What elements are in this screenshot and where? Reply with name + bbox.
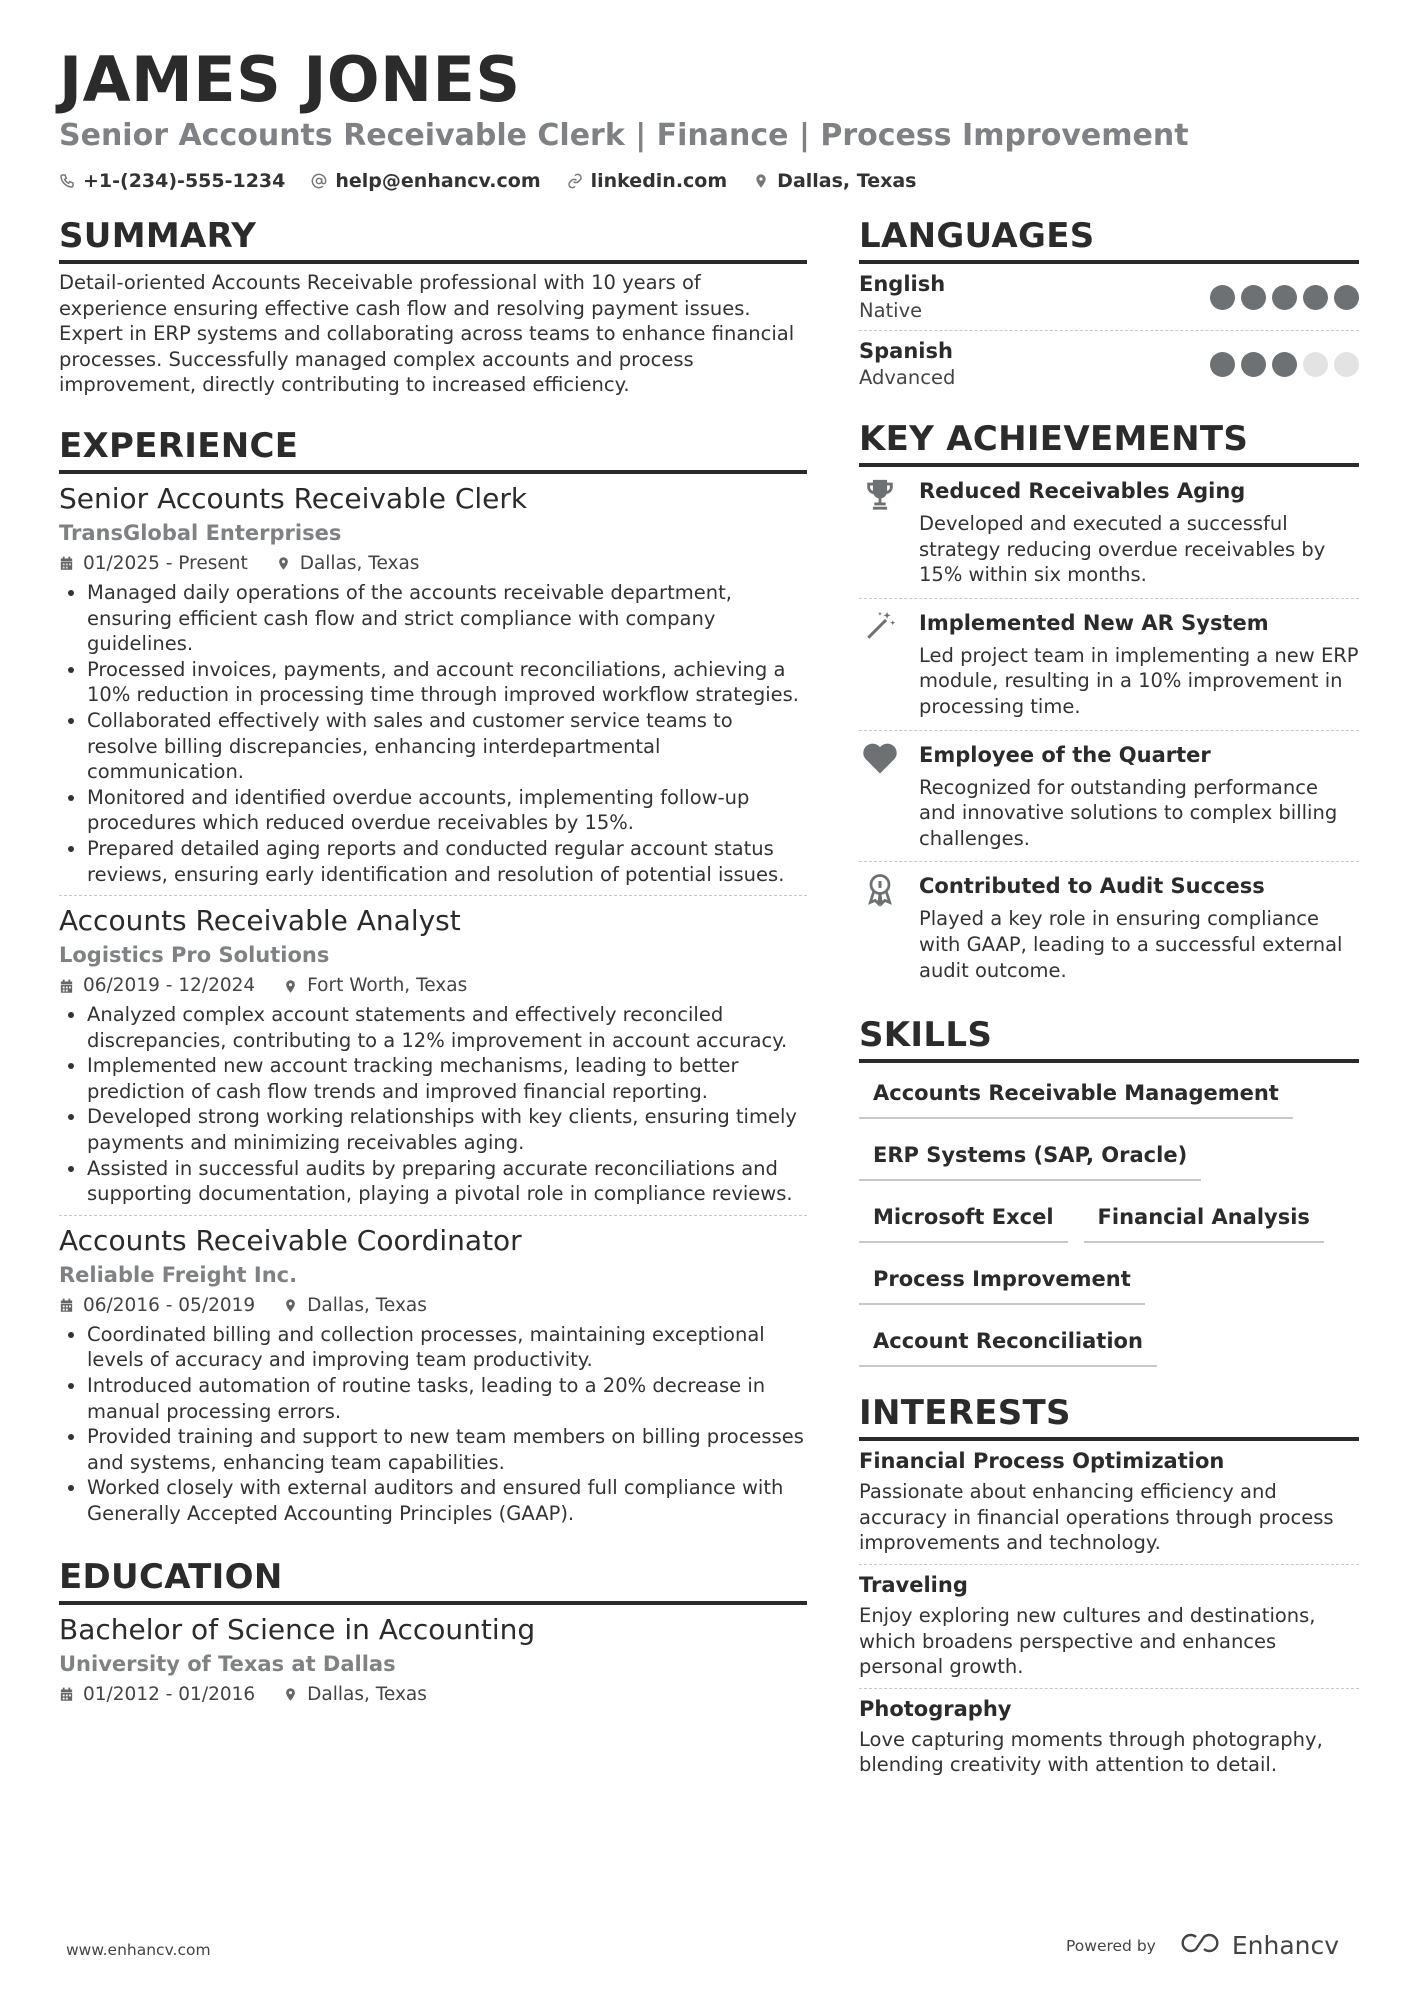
job-location-text: Dallas, Texas: [299, 552, 420, 574]
left-column: [59, 214, 807, 1717]
powered-by-text: Powered by: [1066, 1936, 1156, 1955]
experience-entry: [59, 474, 807, 896]
calendar-icon: [59, 979, 74, 994]
map-pin-icon: [276, 556, 291, 571]
link-icon: [567, 173, 583, 189]
list-item: • Analyzed complex account statements and effectively reconciled discrepancies, contributing to a 12% improvement in account accuracy.: [87, 1002, 807, 1053]
section-title-achievements: KEY ACHIEVEMENTS: [859, 417, 1359, 467]
footer-website[interactable]: www.enhancv.com: [66, 1941, 211, 1959]
candidate-name: JAMES JONES: [59, 43, 521, 116]
at-sign-icon: [311, 173, 327, 189]
job-dates: [59, 972, 255, 1000]
rating-dot-filled: [1241, 285, 1266, 310]
brand-name: Enhancv: [1231, 1931, 1340, 1960]
achievement-item: [859, 467, 1359, 599]
skill-tag: Microsoft Excel: [859, 1203, 1068, 1243]
job-meta: [59, 550, 807, 578]
list-item: • Worked closely with external auditors and ensured full compliance with Generally Accepted Accounting Principles (GAAP).: [87, 1475, 807, 1526]
headline: Senior Accounts Receivable Clerk | Finance | Process Improvement: [59, 118, 1189, 153]
list-item: • Prepared detailed aging reports and conducted regular account status reviews, ensuring early identification and resolution of potential issues.: [87, 836, 807, 887]
list-item: • Processed invoices, payments, and account reconciliations, achieving a 10% reduction in processing time through improved workflow strategies.: [87, 657, 807, 708]
job-location: [283, 1292, 427, 1320]
contact-phone[interactable]: [59, 168, 285, 194]
skill-tag: Account Reconciliation: [859, 1327, 1157, 1367]
section-title-skills: SKILLS: [859, 1013, 1359, 1063]
rating-dot-empty: [1303, 352, 1328, 377]
rating-dot-filled: [1303, 285, 1328, 310]
list-item: • Introduced automation of routine tasks, leading to a 20% decrease in manual processing errors.: [87, 1373, 807, 1424]
contact-bar: [59, 168, 916, 194]
experience-entry: [59, 1216, 807, 1535]
language-level: Advanced: [859, 366, 956, 389]
company-name: Reliable Freight Inc.: [59, 1262, 298, 1287]
achievement-desc: Played a key role in ensuring compliance with GAAP, leading to a successful external audit outcome.: [919, 907, 1343, 982]
award-ribbon-icon: [859, 872, 901, 983]
rating-dot-filled: [1272, 352, 1297, 377]
language-rating: [1210, 285, 1359, 310]
rating-dot-filled: [1241, 352, 1266, 377]
list-item: • Developed strong working relationships with key clients, ensuring timely payments and minimizing receivables aging.: [87, 1104, 807, 1155]
job-meta: [59, 1292, 807, 1320]
job-location-text: Dallas, Texas: [307, 1294, 427, 1316]
education-section: [59, 1555, 807, 1717]
interest-title: Financial Process Optimization: [859, 1449, 1225, 1474]
skills-list: [859, 1079, 1339, 1367]
linkedin-text: linkedin.com: [590, 170, 728, 192]
section-title-education: EDUCATION: [59, 1555, 807, 1605]
language-item: [859, 331, 1359, 397]
job-dates-text: 06/2019 - 12/2024: [83, 975, 256, 997]
brand-logo[interactable]: [1178, 1931, 1339, 1960]
achievement-title: Employee of the Quarter: [919, 742, 1211, 767]
education-entry: [59, 1605, 807, 1717]
job-location: [283, 972, 467, 1000]
interest-title: Traveling: [859, 1572, 968, 1597]
job-meta: [59, 972, 807, 1000]
skill-tag: Process Improvement: [859, 1265, 1145, 1305]
list-item: • Collaborated effectively with sales and customer service teams to resolve billing discrepancies, enhancing interdepartmental communication.: [87, 708, 807, 785]
list-item: • Monitored and identified overdue accounts, implementing follow-up procedures which reduced overdue receivables by 15%.: [87, 785, 807, 836]
school-name: University of Texas at Dallas: [59, 1651, 396, 1676]
education-location: [283, 1681, 427, 1709]
contact-linkedin[interactable]: [567, 168, 728, 194]
right-column: [859, 214, 1359, 1786]
interest-item: [859, 1689, 1359, 1786]
language-name: English: [859, 272, 946, 296]
experience-section: [59, 424, 807, 1535]
achievement-item: [859, 599, 1359, 731]
list-item: • Managed daily operations of the accounts receivable department, ensuring efficient cash flow and strict compliance with company guidelines.: [87, 580, 807, 657]
rating-dot-filled: [1272, 285, 1297, 310]
job-bullets: [59, 1002, 807, 1207]
education-meta: [59, 1681, 807, 1709]
phone-text: +1-(234)-555-1234: [83, 170, 286, 192]
skill-tag: Accounts Receivable Management: [859, 1079, 1293, 1119]
achievement-item: [859, 731, 1359, 863]
calendar-icon: [59, 1298, 74, 1313]
language-level: Native: [859, 299, 923, 322]
job-bullets: [59, 1322, 807, 1527]
education-location-text: Dallas, Texas: [307, 1683, 427, 1705]
interest-title: Photography: [859, 1696, 1012, 1721]
map-pin-icon: [753, 173, 769, 189]
contact-location: [753, 168, 916, 194]
interest-desc: Passionate about enhancing efficiency and accuracy in financial operations through process improvements and technology.: [859, 1480, 1334, 1555]
section-title-experience: EXPERIENCE: [59, 424, 807, 474]
education-dates: [59, 1681, 255, 1709]
job-location: [276, 550, 420, 578]
job-dates-text: 06/2016 - 05/2019: [83, 1294, 256, 1316]
rating-dot-filled: [1210, 352, 1235, 377]
section-title-languages: LANGUAGES: [859, 214, 1359, 264]
job-title: Accounts Receivable Analyst: [59, 904, 461, 938]
map-pin-icon: [283, 1687, 298, 1702]
skills-section: [859, 1013, 1359, 1367]
interest-desc: Enjoy exploring new cultures and destinations, which broadens perspective and enhances personal growth.: [859, 1603, 1316, 1679]
location-text: Dallas, Texas: [777, 170, 917, 192]
company-name: TransGlobal Enterprises: [59, 520, 342, 545]
calendar-icon: [59, 556, 74, 571]
email-text: help@enhancv.com: [335, 170, 541, 192]
job-bullets: [59, 580, 807, 887]
job-dates-text: 01/2025 - Present: [83, 552, 248, 574]
job-dates: [59, 550, 248, 578]
summary-section: [59, 214, 807, 398]
achievement-title: Contributed to Audit Success: [919, 874, 1265, 899]
achievement-item: [859, 862, 1359, 993]
company-name: Logistics Pro Solutions: [59, 943, 330, 968]
map-pin-icon: [283, 979, 298, 994]
list-item: • Provided training and support to new team members on billing processes and systems, enhancing team capabilities.: [87, 1424, 807, 1475]
achievement-desc: Recognized for outstanding performance and innovative solutions to complex billing challenges.: [919, 775, 1338, 850]
phone-icon: [59, 173, 75, 189]
trophy-icon: [859, 477, 901, 588]
footer-branding: [1066, 1931, 1339, 1960]
contact-email[interactable]: [311, 168, 540, 194]
skill-tag: ERP Systems (SAP, Oracle): [859, 1141, 1201, 1181]
language-item: [859, 264, 1359, 331]
map-pin-icon: [283, 1298, 298, 1313]
job-title: Senior Accounts Receivable Clerk: [59, 481, 528, 515]
heart-icon: [859, 741, 901, 852]
education-dates-text: 01/2012 - 01/2016: [83, 1683, 256, 1705]
summary-text: Detail-oriented Accounts Receivable professional with 10 years of experience ensuring effective cash flow and resolving payment issues. Expert in ERP systems and collaborating across teams to enhance financial processes. Successfully managed complex accounts and process improvement, directly contributing to increased efficiency.: [59, 271, 795, 397]
achievements-section: [859, 417, 1359, 993]
list-item: • Coordinated billing and collection processes, maintaining exceptional levels of accuracy and improving team productivity.: [87, 1322, 807, 1373]
degree-title: Bachelor of Science in Accounting: [59, 1612, 536, 1646]
list-item: • Assisted in successful audits by preparing accurate reconciliations and supporting documentation, playing a pivotal role in compliance reviews.: [87, 1156, 807, 1207]
interest-desc: Love capturing moments through photography, blending creativity with attention to detail.: [859, 1727, 1323, 1777]
language-name: Spanish: [859, 339, 953, 363]
achievement-title: Implemented New AR System: [919, 610, 1269, 635]
interests-section: [859, 1391, 1359, 1786]
job-dates: [59, 1292, 255, 1320]
rating-dot-empty: [1334, 352, 1359, 377]
job-location-text: Fort Worth, Texas: [307, 975, 468, 997]
achievement-desc: Developed and executed a successful strategy reducing overdue receivables by 15% within six months.: [919, 512, 1326, 587]
achievement-title: Reduced Receivables Aging: [919, 479, 1246, 503]
section-title-summary: SUMMARY: [59, 214, 807, 264]
section-title-interests: INTERESTS: [859, 1391, 1359, 1441]
enhancv-logo-icon: [1178, 1931, 1222, 1960]
magic-wand-icon: [859, 609, 901, 720]
list-item: • Implemented new account tracking mechanisms, leading to better prediction of cash flow trends and improved financial reporting.: [87, 1053, 807, 1104]
interest-item: [859, 1441, 1359, 1565]
achievement-desc: Led project team in implementing a new ERP module, resulting in a 10% improvement in processing time.: [919, 643, 1359, 718]
job-title: Accounts Receivable Coordinator: [59, 1223, 522, 1257]
calendar-icon: [59, 1687, 74, 1702]
rating-dot-filled: [1334, 285, 1359, 310]
interest-item: [859, 1565, 1359, 1689]
rating-dot-filled: [1210, 285, 1235, 310]
experience-entry: [59, 896, 807, 1216]
languages-section: [859, 214, 1359, 397]
skill-tag: Financial Analysis: [1084, 1203, 1324, 1243]
language-rating: [1210, 352, 1359, 377]
